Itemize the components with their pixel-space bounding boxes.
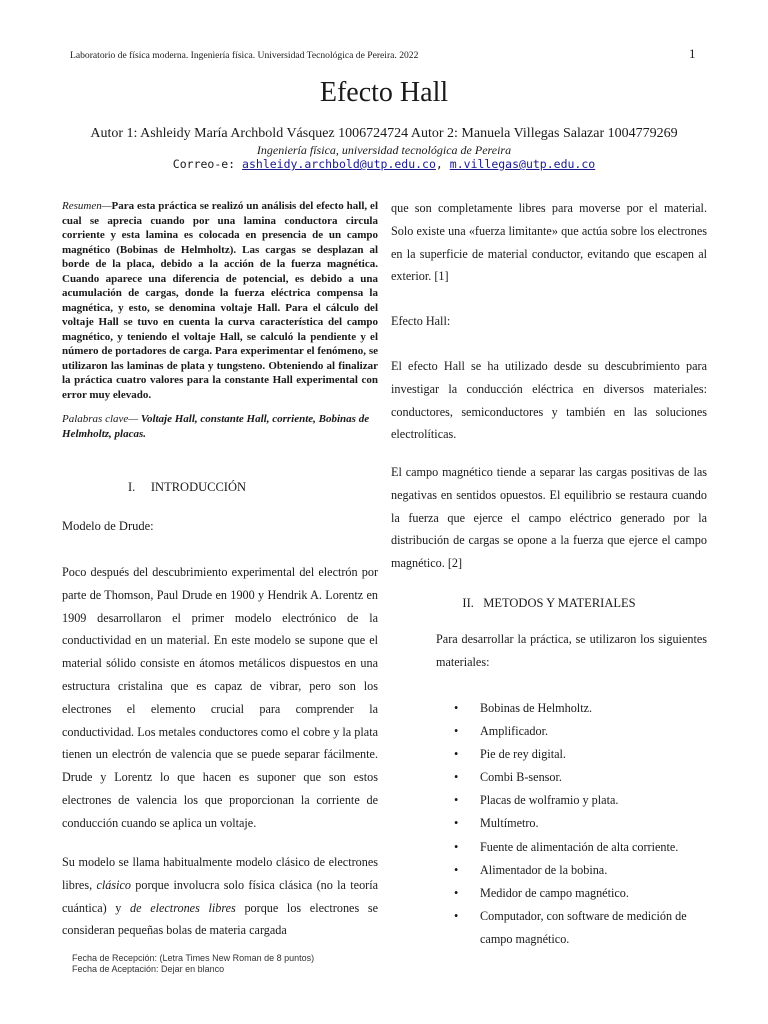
paragraph-drude-2	[62, 851, 378, 942]
section-heading-introduccion: I. INTRODUCCIÓN	[127, 480, 247, 494]
list-item: • Fuente de alimentación de alta corriente.	[436, 836, 707, 859]
p2-emphasis-electrones-libres: de electrones libres	[130, 900, 236, 915]
email-link-1[interactable]: ashleidy.archbold@utp.edu.co	[242, 157, 436, 171]
list-item: • Medidor de campo magnético.	[436, 882, 707, 905]
footer-accepted: Fecha de Aceptación: Dejar en blanco	[72, 964, 225, 974]
keywords	[62, 412, 378, 441]
bullet-icon: •	[454, 908, 459, 923]
affiliation: Ingeniería física, universidad tecnológica de Pereira	[256, 143, 512, 157]
subheading-efecto-hall: Efecto Hall:	[391, 314, 451, 328]
section-heading-metodos: II. METODOS Y MATERIALES	[462, 596, 636, 610]
authors-line: Autor 1: Ashleidy María Archbold Vásquez 1006724724 Autor 2: Manuela Villegas Salazar 1004779269	[90, 126, 678, 141]
list-item: • Computador, con software de medición de campo magnético.	[436, 905, 707, 951]
email-link-2[interactable]: m.villegas@utp.edu.co	[449, 157, 596, 171]
abstract-lead: Resumen—	[62, 200, 112, 212]
list-item: • Placas de wolframio y plata.	[436, 789, 707, 812]
bullet-icon: •	[454, 793, 459, 808]
footer-received: Fecha de Recepción: (Letra Times New Roman de 8 puntos)	[72, 953, 315, 963]
list-item: • Bobinas de Helmholtz.	[436, 697, 707, 720]
page-number: 1	[689, 46, 696, 61]
list-item: • Amplificador.	[436, 720, 707, 743]
bullet-icon: •	[454, 724, 459, 739]
email-separator: ,	[435, 157, 443, 171]
keywords-text: Voltaje Hall, constante Hall, corriente, Bobinas de Helmholtz, placas.	[62, 413, 370, 440]
paragraph-drude-2-continued: que son completamente libres para moverse por el material. Solo existe una «fuerza limitante» que actúa sobre los electrones en la superficie de material conductor, evitando que escapen al exterior. [1]	[391, 201, 707, 284]
abstract	[62, 199, 378, 402]
bullet-icon: •	[454, 747, 459, 762]
p2-text-b: porque involucra solo física clásica (no la teoría cuántica) y	[62, 877, 379, 915]
list-item: • Multímetro.	[436, 812, 707, 835]
paragraph-drude-1: Poco después del descubrimiento experimental del electrón por parte de Thomson, Paul Drude en 1900 y Hendrik A. Lorentz en 1909 desarrollaron el primer modelo electrónico de la conductividad en un material. En este modelo se supone que el material sólido consiste en átomos metálicos dispuestos en una estructura cristalina que es capaz de vibrar, pero son los electrones el elemento crucial para comprender la conductividad. Los metales conductores como el cobre y la plata tienen un electrón de valencia que se puede separar fácilmente. Drude y Lorentz lo que hacen es suponer que son estos electrones de valencia los que proporcionan la corriente de conducción cuando se aplica un voltaje.	[62, 565, 378, 830]
footer-dates	[72, 953, 314, 975]
list-item: • Alimentador de la bobina.	[436, 859, 707, 882]
abstract-text: Para esta práctica se realizó un análisis del efecto hall, el cual se aprecia cuando por una lamina conductora circula corriente y esta lamina es colocada en presencia de un campo magnético (Bobinas de Helmholtz). Las cargas se desplazan al borde de la placa, debido a la acción de la fuerza magnética. Cuando aparece una diferencia de potencial, es debido a una acumulación de cargas, donde la fuerza eléctrica compensa la magnética, y esto, se denomina voltaje Hall. Para el cálculo del voltaje Hall se tuvo en cuenta la curva característica del campo magnético, y teniendo el voltaje Hall, se calculó la pendiente y el número de portadores de carga. Para experimentar el fenómeno, se utilizaron las laminas de plata y tungsteno. Obteniendo al finalizar la práctica cuatro valores para la constante Hall experimental con error muy elevado.	[62, 200, 378, 401]
bullet-icon: •	[454, 839, 459, 854]
list-item: • Combi B-sensor.	[436, 766, 707, 789]
paragraph-materials-intro: Para desarrollar la práctica, se utilizaron los siguientes materiales:	[436, 632, 707, 669]
bullet-icon: •	[454, 862, 459, 877]
email-label: Correo-e:	[172, 157, 236, 171]
keywords-lead: Palabras clave—	[62, 413, 139, 425]
bullet-icon: •	[454, 816, 459, 831]
p2-text-a: Su modelo se llama habitualmente modelo clásico de electrones libres,	[62, 855, 378, 892]
list-item: • Pie de rey digital.	[436, 743, 707, 766]
bullet-icon: •	[454, 770, 459, 785]
bullet-icon: •	[454, 701, 459, 715]
p2-emphasis-clasico: clásico	[96, 877, 131, 892]
paragraph-hall-2: El campo magnético tiende a separar las cargas positivas de las negativas en sentidos opuestos. El equilibrio se restaura cuando la fuerza que ejerce el campo eléctrico generado por la distribución de cargas se opone a la fuerza que ejerce el campo magnético. [2]	[391, 465, 707, 571]
paragraph-hall-1: El efecto Hall se ha utilizado desde su descubrimiento para investigar la conducción eléctrica en diversos materiales: conductores, semiconductores y también en las soluciones electrolíticas.	[391, 359, 707, 442]
subheading-drude: Modelo de Drude:	[62, 519, 154, 533]
email-line	[0, 157, 768, 171]
p2-text-c: porque los electrones se consideran pequeñas bolas de materia cargada	[62, 900, 378, 938]
bullet-icon: •	[454, 885, 459, 900]
materials-list	[436, 697, 707, 951]
running-header: Laboratorio de física moderna. Ingeniería física. Universidad Tecnológica de Pereira. 2022	[70, 50, 419, 61]
paper-title: Efecto Hall	[319, 77, 449, 108]
